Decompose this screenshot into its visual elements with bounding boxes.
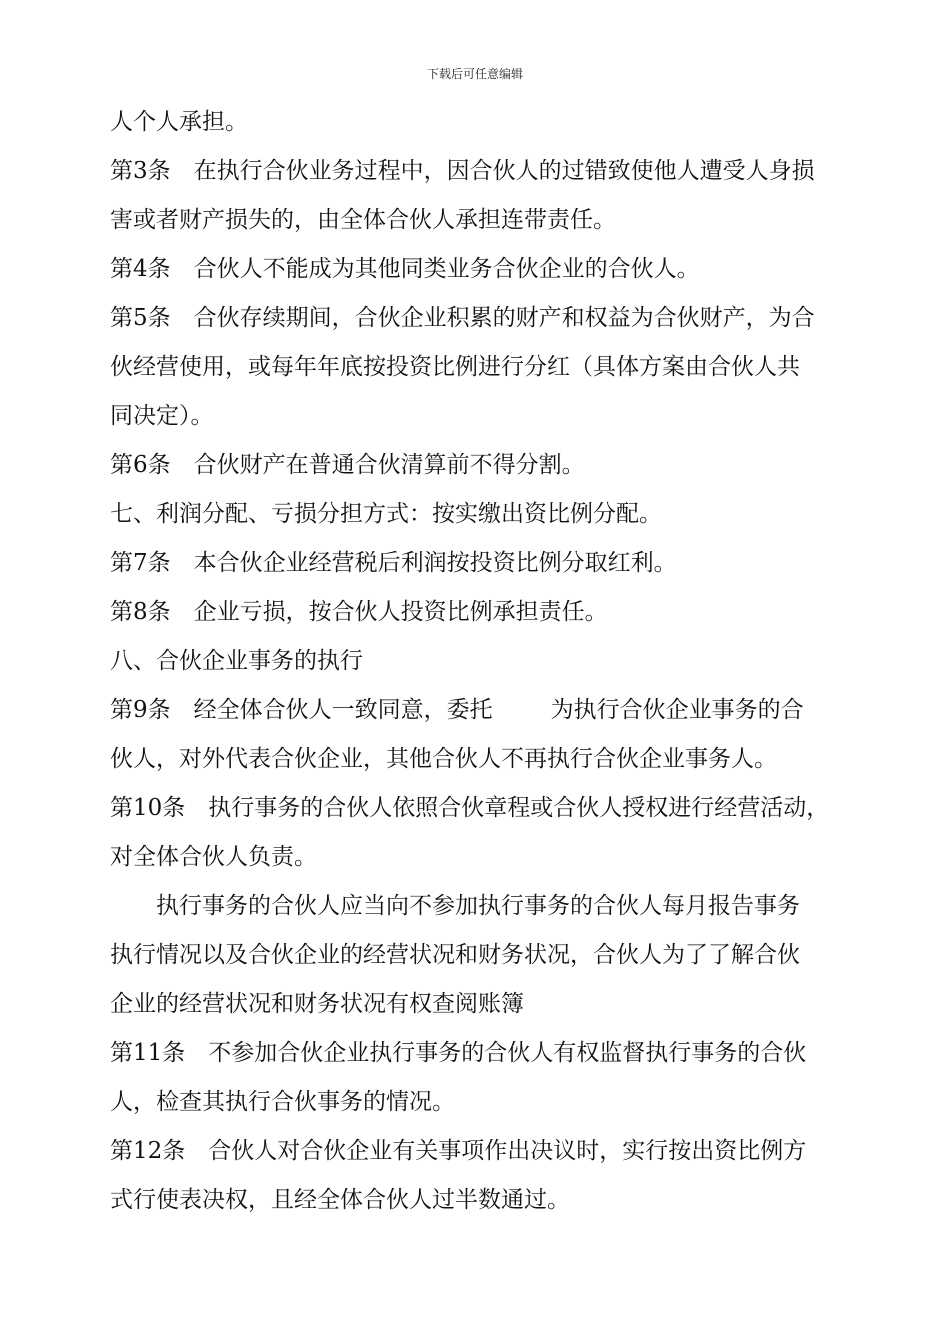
article-9-line-2: 伙人，对外代表合伙企业，其他合伙人不再执行合伙企业事务人。 <box>110 746 777 772</box>
page-header: 下载后可任意编辑 <box>426 67 523 81</box>
section-7-heading: 七、利润分配、亏损分担方式：按实缴出资比例分配。 <box>110 501 662 527</box>
text-line: 人个人承担。 <box>110 109 248 135</box>
article-10-line-1: 第10条 执行事务的合伙人依照合伙章程或合伙人授权进行经营活动， <box>110 795 830 821</box>
section-8-heading: 八、合伙企业事务的执行 <box>110 648 363 674</box>
article-9-line-1 <box>110 686 870 735</box>
article-5-line-3: 同决定）。 <box>110 403 214 429</box>
paragraph-line-3: 企业的经营状况和财务状况有权查阅账簿 <box>110 991 524 1017</box>
article-9-part-2: 为执行合伙企业事务的合 <box>550 697 804 723</box>
document-body <box>110 98 870 1225</box>
article-7: 第7条 本合伙企业经营税后利润按投资比例分取红利。 <box>110 550 677 576</box>
article-6: 第6条 合伙财产在普通合伙清算前不得分割。 <box>110 452 585 478</box>
article-5-line-2: 伙经营使用，或每年年底按投资比例进行分红（具体方案由合伙人共 <box>110 354 800 380</box>
article-10-line-2: 对全体合伙人负责。 <box>110 844 317 870</box>
article-12-line-1: 第12条 合伙人对合伙企业有关事项作出决议时，实行按出资比例方 <box>110 1138 807 1164</box>
article-11-line-1: 第11条 不参加合伙企业执行事务的合伙人有权监督执行事务的合伙 <box>110 1040 807 1066</box>
article-11-line-2: 人，检查其执行合伙事务的情况。 <box>110 1089 455 1115</box>
article-5-line-1: 第5条 合伙存续期间，合伙企业积累的财产和权益为合伙财产，为合 <box>110 305 815 331</box>
article-12-line-2: 式行使表决权，且经全体合伙人过半数通过。 <box>110 1187 570 1213</box>
paragraph-line-1: 执行事务的合伙人应当向不参加执行事务的合伙人每月报告事务 <box>156 893 800 919</box>
paragraph-line-2: 执行情况以及合伙企业的经营状况和财务状况，合伙人为了了解合伙 <box>110 942 800 968</box>
article-8: 第8条 企业亏损，按合伙人投资比例承担责任。 <box>110 599 608 625</box>
article-3-line-1: 第3条 在执行合伙业务过程中，因合伙人的过错致使他人遭受人身损 <box>110 158 815 184</box>
article-3-line-2: 害或者财产损失的，由全体合伙人承担连带责任。 <box>110 207 616 233</box>
article-9-part-1: 第9条 经全体合伙人一致同意，委托 <box>110 697 493 723</box>
article-4: 第4条 合伙人不能成为其他同类业务合伙企业的合伙人。 <box>110 256 700 282</box>
